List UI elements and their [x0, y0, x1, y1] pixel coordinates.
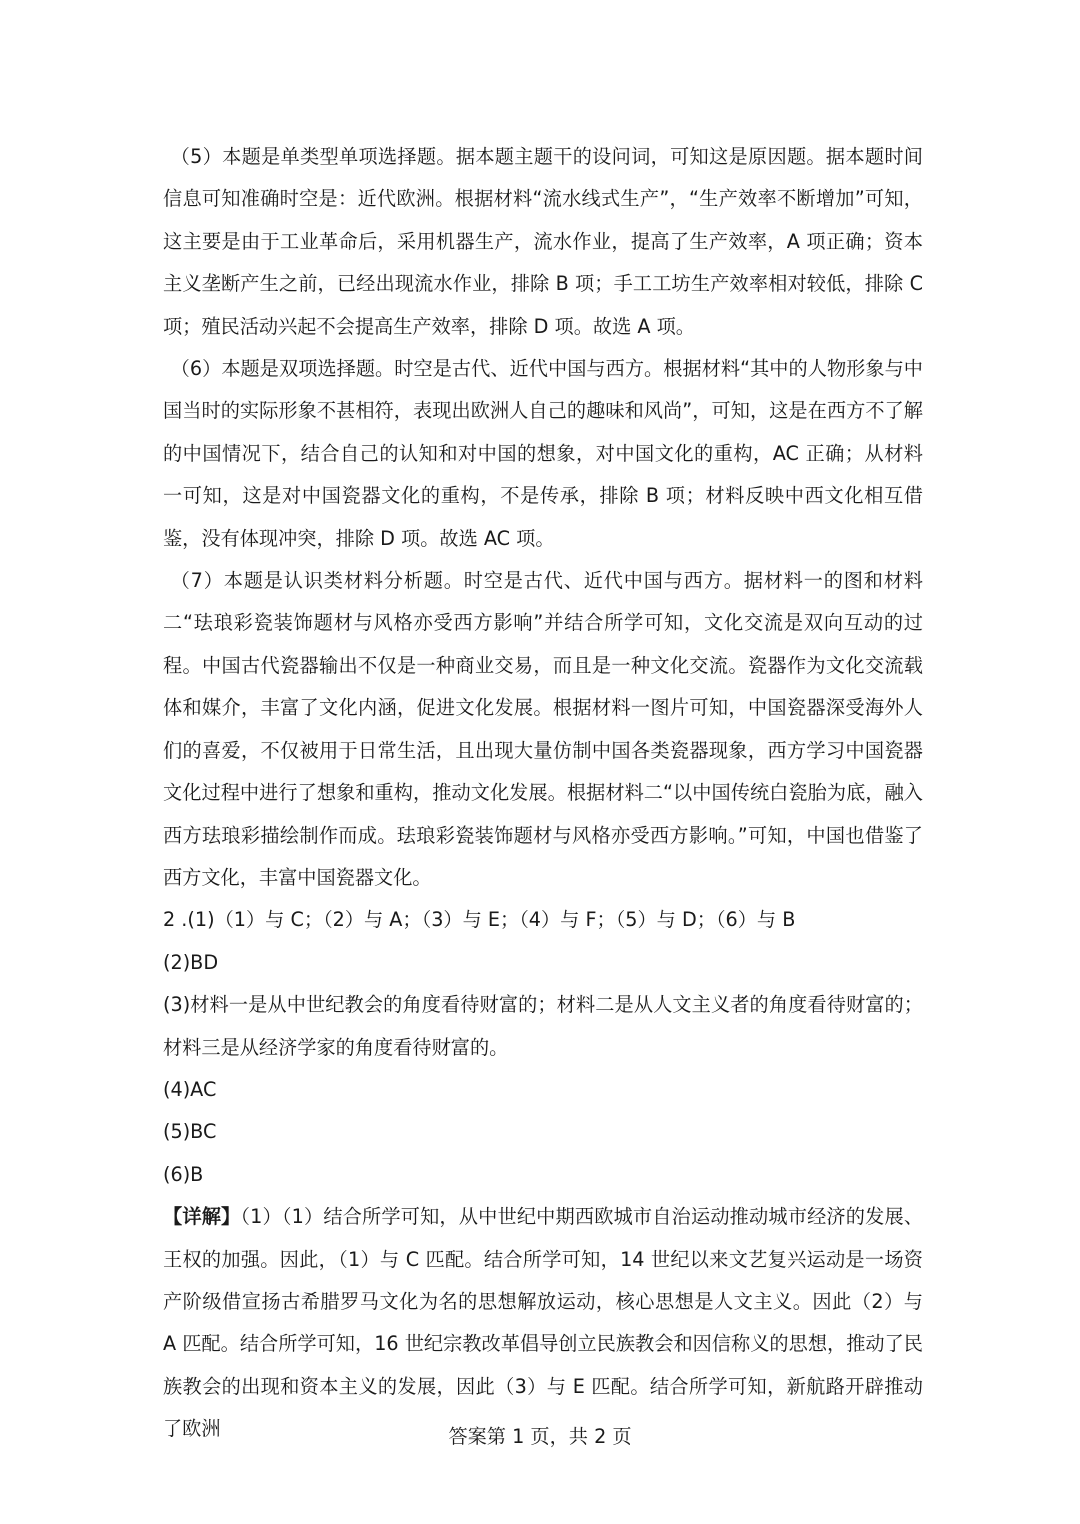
detail-text: （1）（1）结合所学可知，从中世纪中期西欧城市自治运动推动城市经济的发展、王权的加强。因此，（1）与 C 匹配。结合所学可知，14 世纪以来文艺复兴运动是一场资产阶级借宣扬古希腊罗马文化为名的思想解放运动，核心思想是人文主义。因此（2）与 A 匹配。结合所学可知，16 世纪宗教改革倡导创立民族教会和因信称义的思想，推动了民族教会的出现和资本主义的发展，因此（3）与 E 匹配。结合所学可知，新航路开辟推动了欧洲: [163, 1205, 924, 1441]
explanation-q6: （6）本题是双项选择题。时空是古代、近代中国与西方。根据材料“其中的人物形象与中国当时的实际形象不甚相符，表现出欧洲人自己的趣味和风尚”，可知，这是在西方不了解的中国情况下，结合自己的认知和对中国的想象，对中国文化的重构，AC 正确；从材料一可知，这是对中国瓷器文化的重构，不是传承，排除 B 项；材料反映中西文化相互借鉴，没有体现冲突，排除 D 项。故选 AC 项。: [163, 357, 923, 550]
answer-q2-4: (4)AC: [163, 1077, 217, 1101]
answer-q2-3: (3)材料一是从中世纪教会的角度看待财富的；材料二是从人文主义者的角度看待财富的；材料三是从经济学家的角度看待财富的。: [163, 993, 923, 1059]
detail-label: 【详解】: [163, 1205, 241, 1229]
answer-content: [163, 136, 923, 1451]
detail-paragraph: [163, 1196, 923, 1450]
answer-q2-6: (6)B: [163, 1162, 204, 1186]
explanation-q5: （5）本题是单类型单项选择题。据本题主题干的设问词，可知这是原因题。据本题时间信息可知准确时空是：近代欧洲。根据材料“流水线式生产”，“生产效率不断增加”可知，这主要是由于工业革命后，采用机器生产，流水作业，提高了生产效率，A 项正确；资本主义垄断产生之前，已经出现流水作业，排除 B 项；手工工坊生产效率相对较低，排除 C 项；殖民活动兴起不会提高生产效率，排除 D 项。故选 A 项。: [163, 145, 923, 338]
explanation-q7: （7）本题是认识类材料分析题。时空是古代、近代中国与西方。据材料一的图和材料二“珐琅彩瓷装饰题材与风格亦受西方影响”并结合所学可知，文化交流是双向互动的过程。中国古代瓷器输出不仅是一种商业交易，而且是一种文化交流。瓷器作为文化交流载体和媒介，丰富了文化内涵，促进文化发展。根据材料一图片可知，中国瓷器深受海外人们的喜爱，不仅被用于日常生活，且出现大量仿制中国各类瓷器现象，西方学习中国瓷器文化过程中进行了想象和重构，推动文化发展。根据材料二“以中国传统白瓷胎为底，融入西方珐琅彩描绘制作而成。珐琅彩瓷装饰题材与风格亦受西方影响。”可知，中国也借鉴了西方文化，丰富中国瓷器文化。: [163, 569, 923, 889]
answer-q2-2: (2)BD: [163, 950, 219, 974]
page-footer: 答案第 1 页，共 2 页: [448, 1425, 632, 1448]
answer-q2-5: (5)BC: [163, 1120, 217, 1144]
answer-q2-1: 2 .(1)（1）与 C；（2）与 A；（3）与 E；（4）与 F；（5）与 D；（6）与 B: [163, 908, 796, 932]
